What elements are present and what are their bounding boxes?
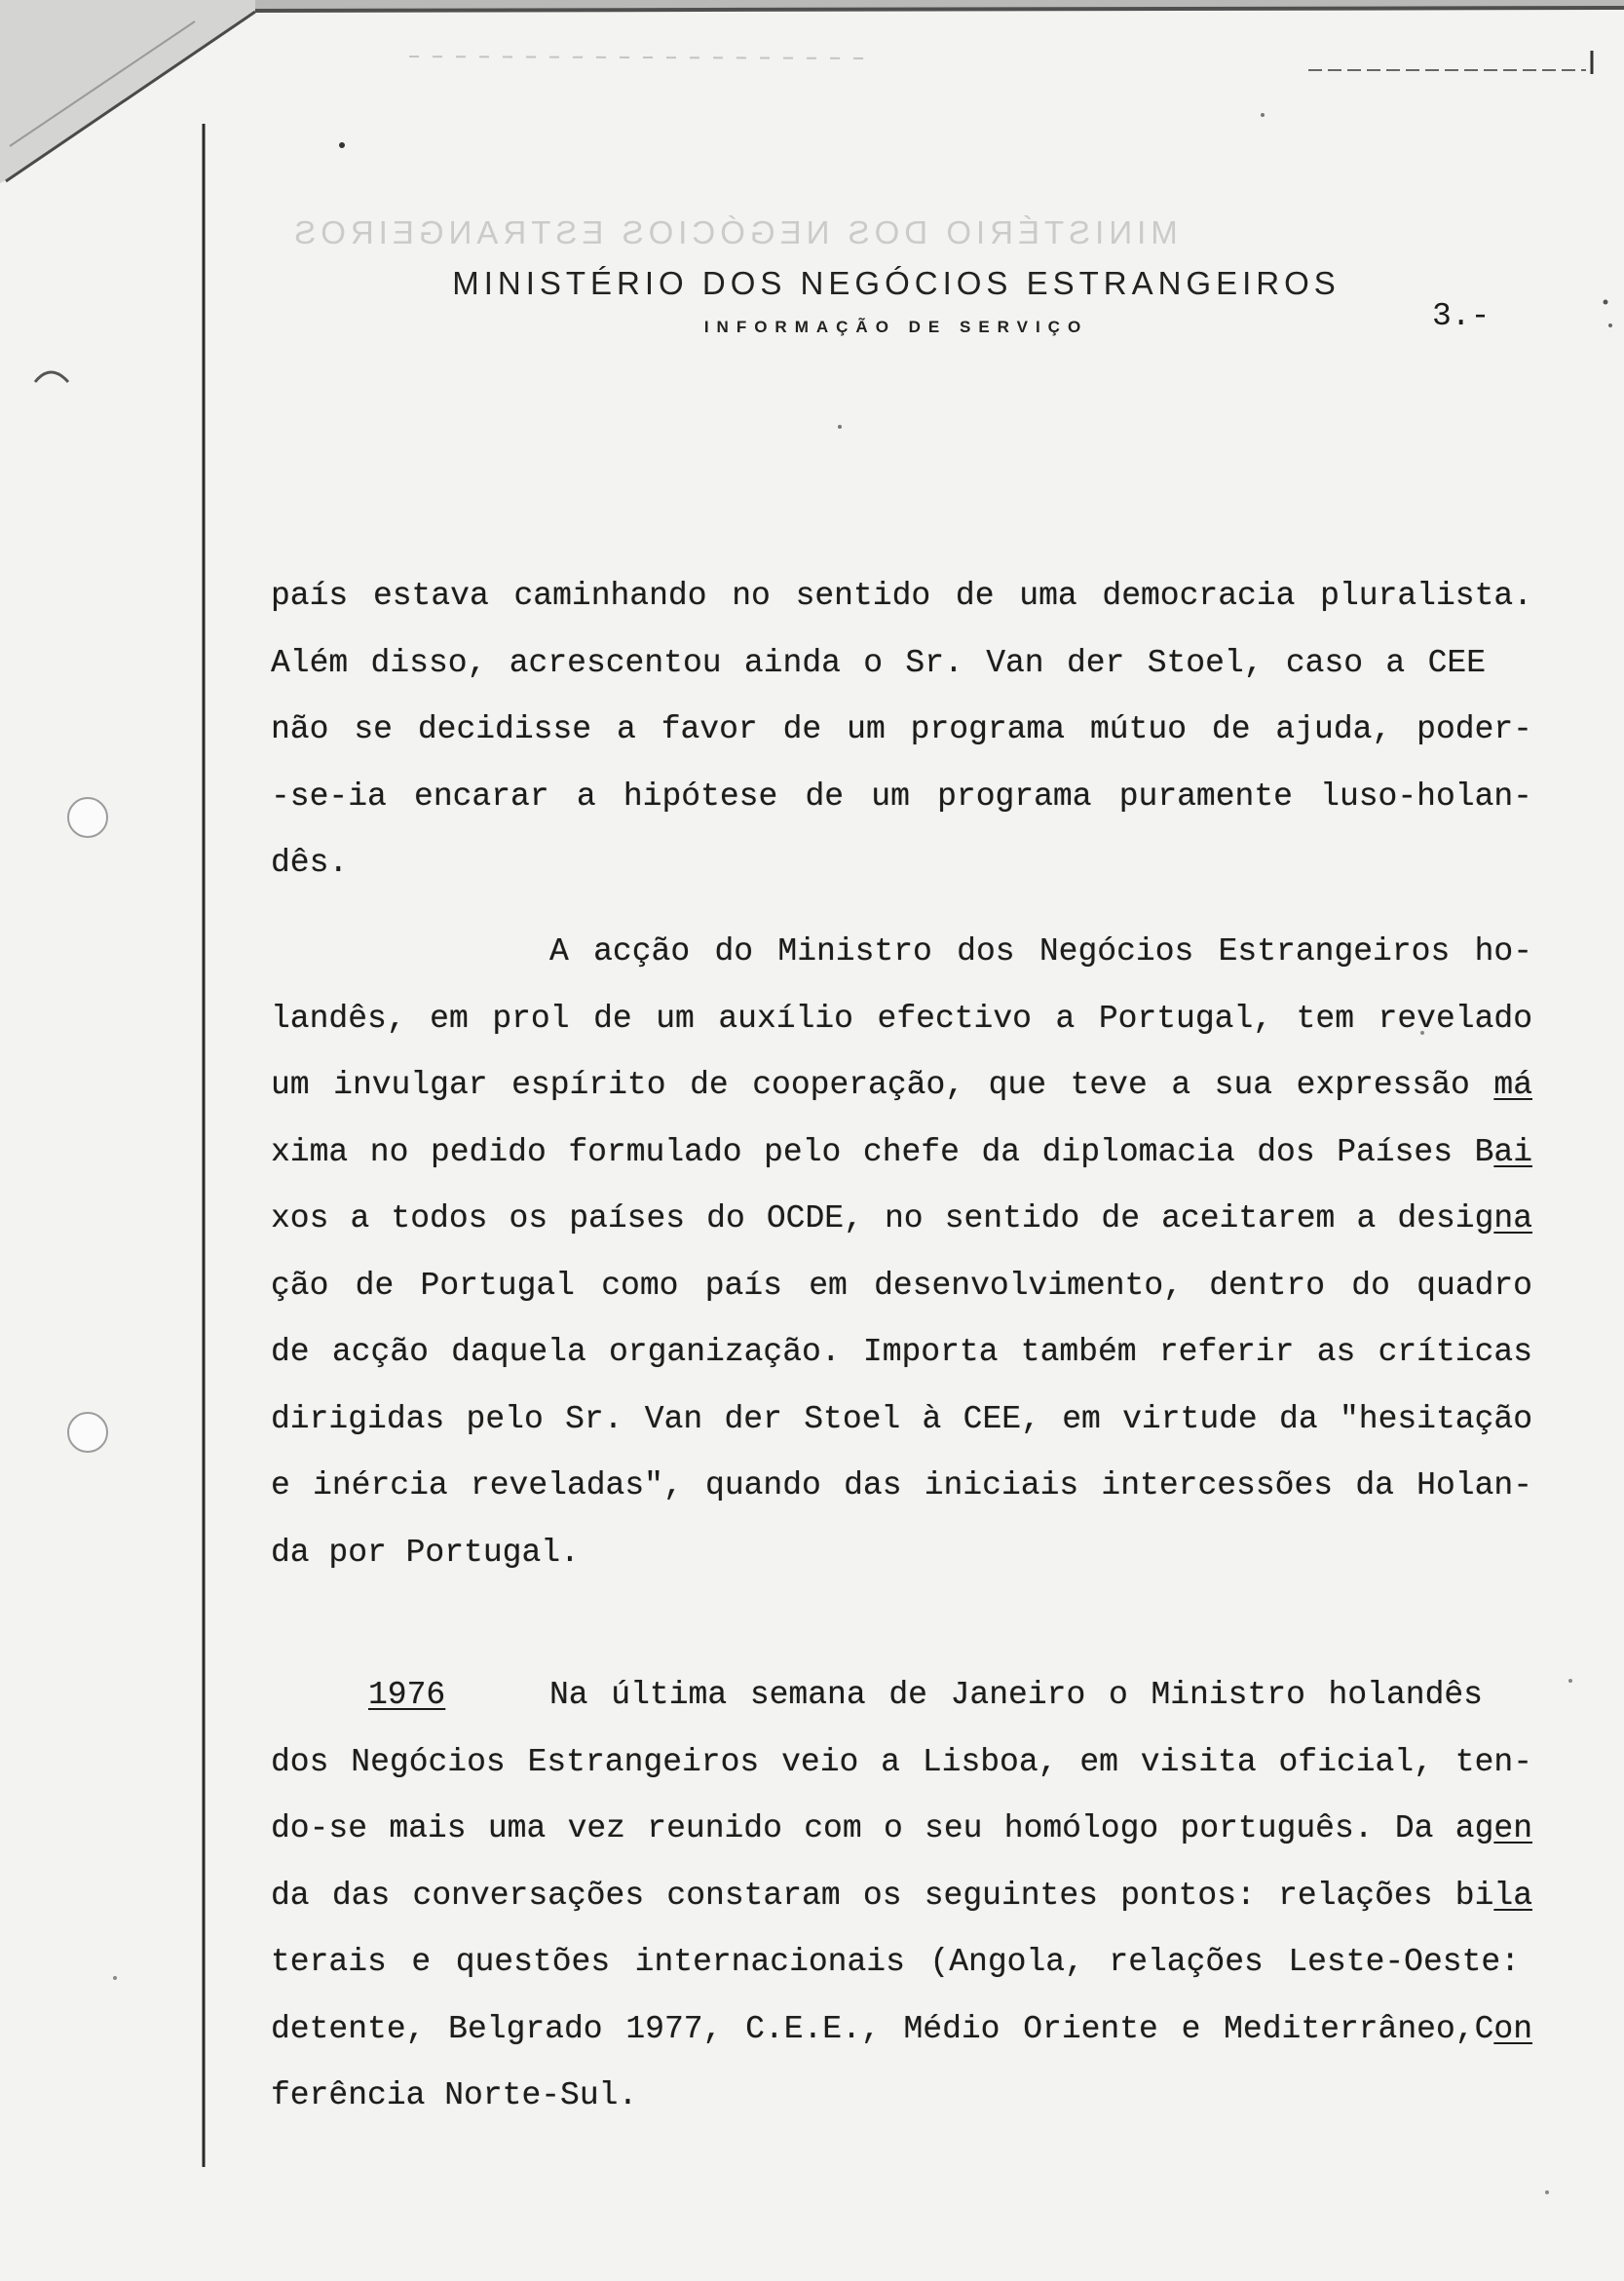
- speck: [1545, 2190, 1549, 2194]
- speck: [838, 425, 842, 429]
- underlined-word-break: on: [1493, 2010, 1532, 2047]
- text-line: terais e questões internacionais (Angola, relações Leste-Oeste:: [271, 1944, 1520, 1980]
- text-line: A acção do Ministro dos Negócios Estrangeiros ho-: [549, 933, 1532, 969]
- text-line: landês, em prol de um auxílio efectivo a Portugal, tem revelado: [271, 1000, 1532, 1037]
- speck: [339, 142, 345, 148]
- year-heading: 1976: [368, 1677, 446, 1713]
- text-line: [271, 1186, 1532, 1253]
- text-line: da por Portugal.: [271, 1534, 580, 1571]
- text-line: ção de Portugal como país em desenvolvimento, dentro do quadro: [271, 1267, 1532, 1304]
- line-text: xos a todos os países do OCDE, no sentido de aceitarem a desig: [271, 1200, 1494, 1236]
- text-line: país estava caminhando no sentido de uma democracia pluralista.: [271, 578, 1532, 614]
- folded-corner: [0, 0, 261, 183]
- paragraph-3: [271, 1662, 1532, 2130]
- text-line: e inércia reveladas", quando das iniciais intercessões da Holan-: [271, 1467, 1532, 1503]
- line-text: xima no pedido formulado pelo chefe da diplomacia dos Países B: [271, 1133, 1494, 1170]
- bleed-through-header: MINISTÉRIO DOS NEGÓCIOS ESTRANGEIROS: [289, 214, 1178, 250]
- line-text: da das conversações constaram os seguintes pontos: relações bi: [271, 1877, 1494, 1914]
- text-line: [271, 1863, 1532, 1930]
- underlined-word-break: la: [1493, 1877, 1532, 1914]
- text-line: -se-ia encarar a hipótese de um programa puramente luso-holan-: [271, 778, 1532, 815]
- text-line: ferência Norte-Sul.: [271, 2077, 638, 2113]
- text-line: [271, 1662, 1532, 1730]
- punch-hole-upper: [68, 798, 107, 837]
- text-line: de acção daquela organização. Importa também referir as críticas: [271, 1334, 1532, 1370]
- text-line: Além disso, acrescentou ainda o Sr. Van der Stoel, caso a CEE: [271, 644, 1486, 681]
- service-information-subtitle: INFORMAÇÃO DE SERVIÇO: [703, 318, 1089, 336]
- text-line: dirigidas pelo Sr. Van der Stoel à CEE, em virtude da "hesitação: [271, 1400, 1532, 1437]
- text-line: [271, 1052, 1532, 1120]
- speck: [113, 1976, 117, 1980]
- underlined-word-break: en: [1493, 1810, 1532, 1846]
- text-line: [271, 1120, 1532, 1187]
- speck: [1604, 300, 1608, 305]
- line-text: detente, Belgrado 1977, C.E.E., Médio Oriente e Mediterrâneo,C: [271, 2010, 1494, 2047]
- speck: [1261, 113, 1265, 117]
- text-line: [271, 1996, 1532, 2064]
- underlined-word-break: ai: [1493, 1133, 1532, 1170]
- underlined-word-break: na: [1493, 1200, 1532, 1236]
- text-line: [271, 1796, 1532, 1863]
- paragraph-1: [271, 563, 1532, 897]
- punch-hole-lower: [68, 1413, 107, 1452]
- text-line: dês.: [271, 845, 349, 881]
- underlined-word-break: má: [1493, 1067, 1532, 1103]
- paragraph-2: [271, 919, 1532, 1586]
- text-line: dos Negócios Estrangeiros veio a Lisboa, em visita oficial, ten-: [271, 1743, 1532, 1780]
- top-faint-dash: [409, 57, 877, 58]
- page-number: 3.-: [1432, 298, 1491, 334]
- line-text: do-se mais uma vez reunido com o seu homólogo português. Da ag: [271, 1810, 1494, 1846]
- punch-hole-arc: [35, 372, 68, 382]
- ministry-heading: MINISTÉRIO DOS NEGÓCIOS ESTRANGEIROS: [452, 265, 1341, 301]
- text-line: não se decidisse a favor de um programa mútuo de ajuda, poder-: [271, 711, 1532, 747]
- speck: [1608, 323, 1612, 327]
- line-text: um invulgar espírito de cooperação, que teve a sua expressão: [271, 1067, 1494, 1103]
- speck: [1568, 1679, 1572, 1683]
- line-text: Na última semana de Janeiro o Ministro holandês: [549, 1677, 1483, 1713]
